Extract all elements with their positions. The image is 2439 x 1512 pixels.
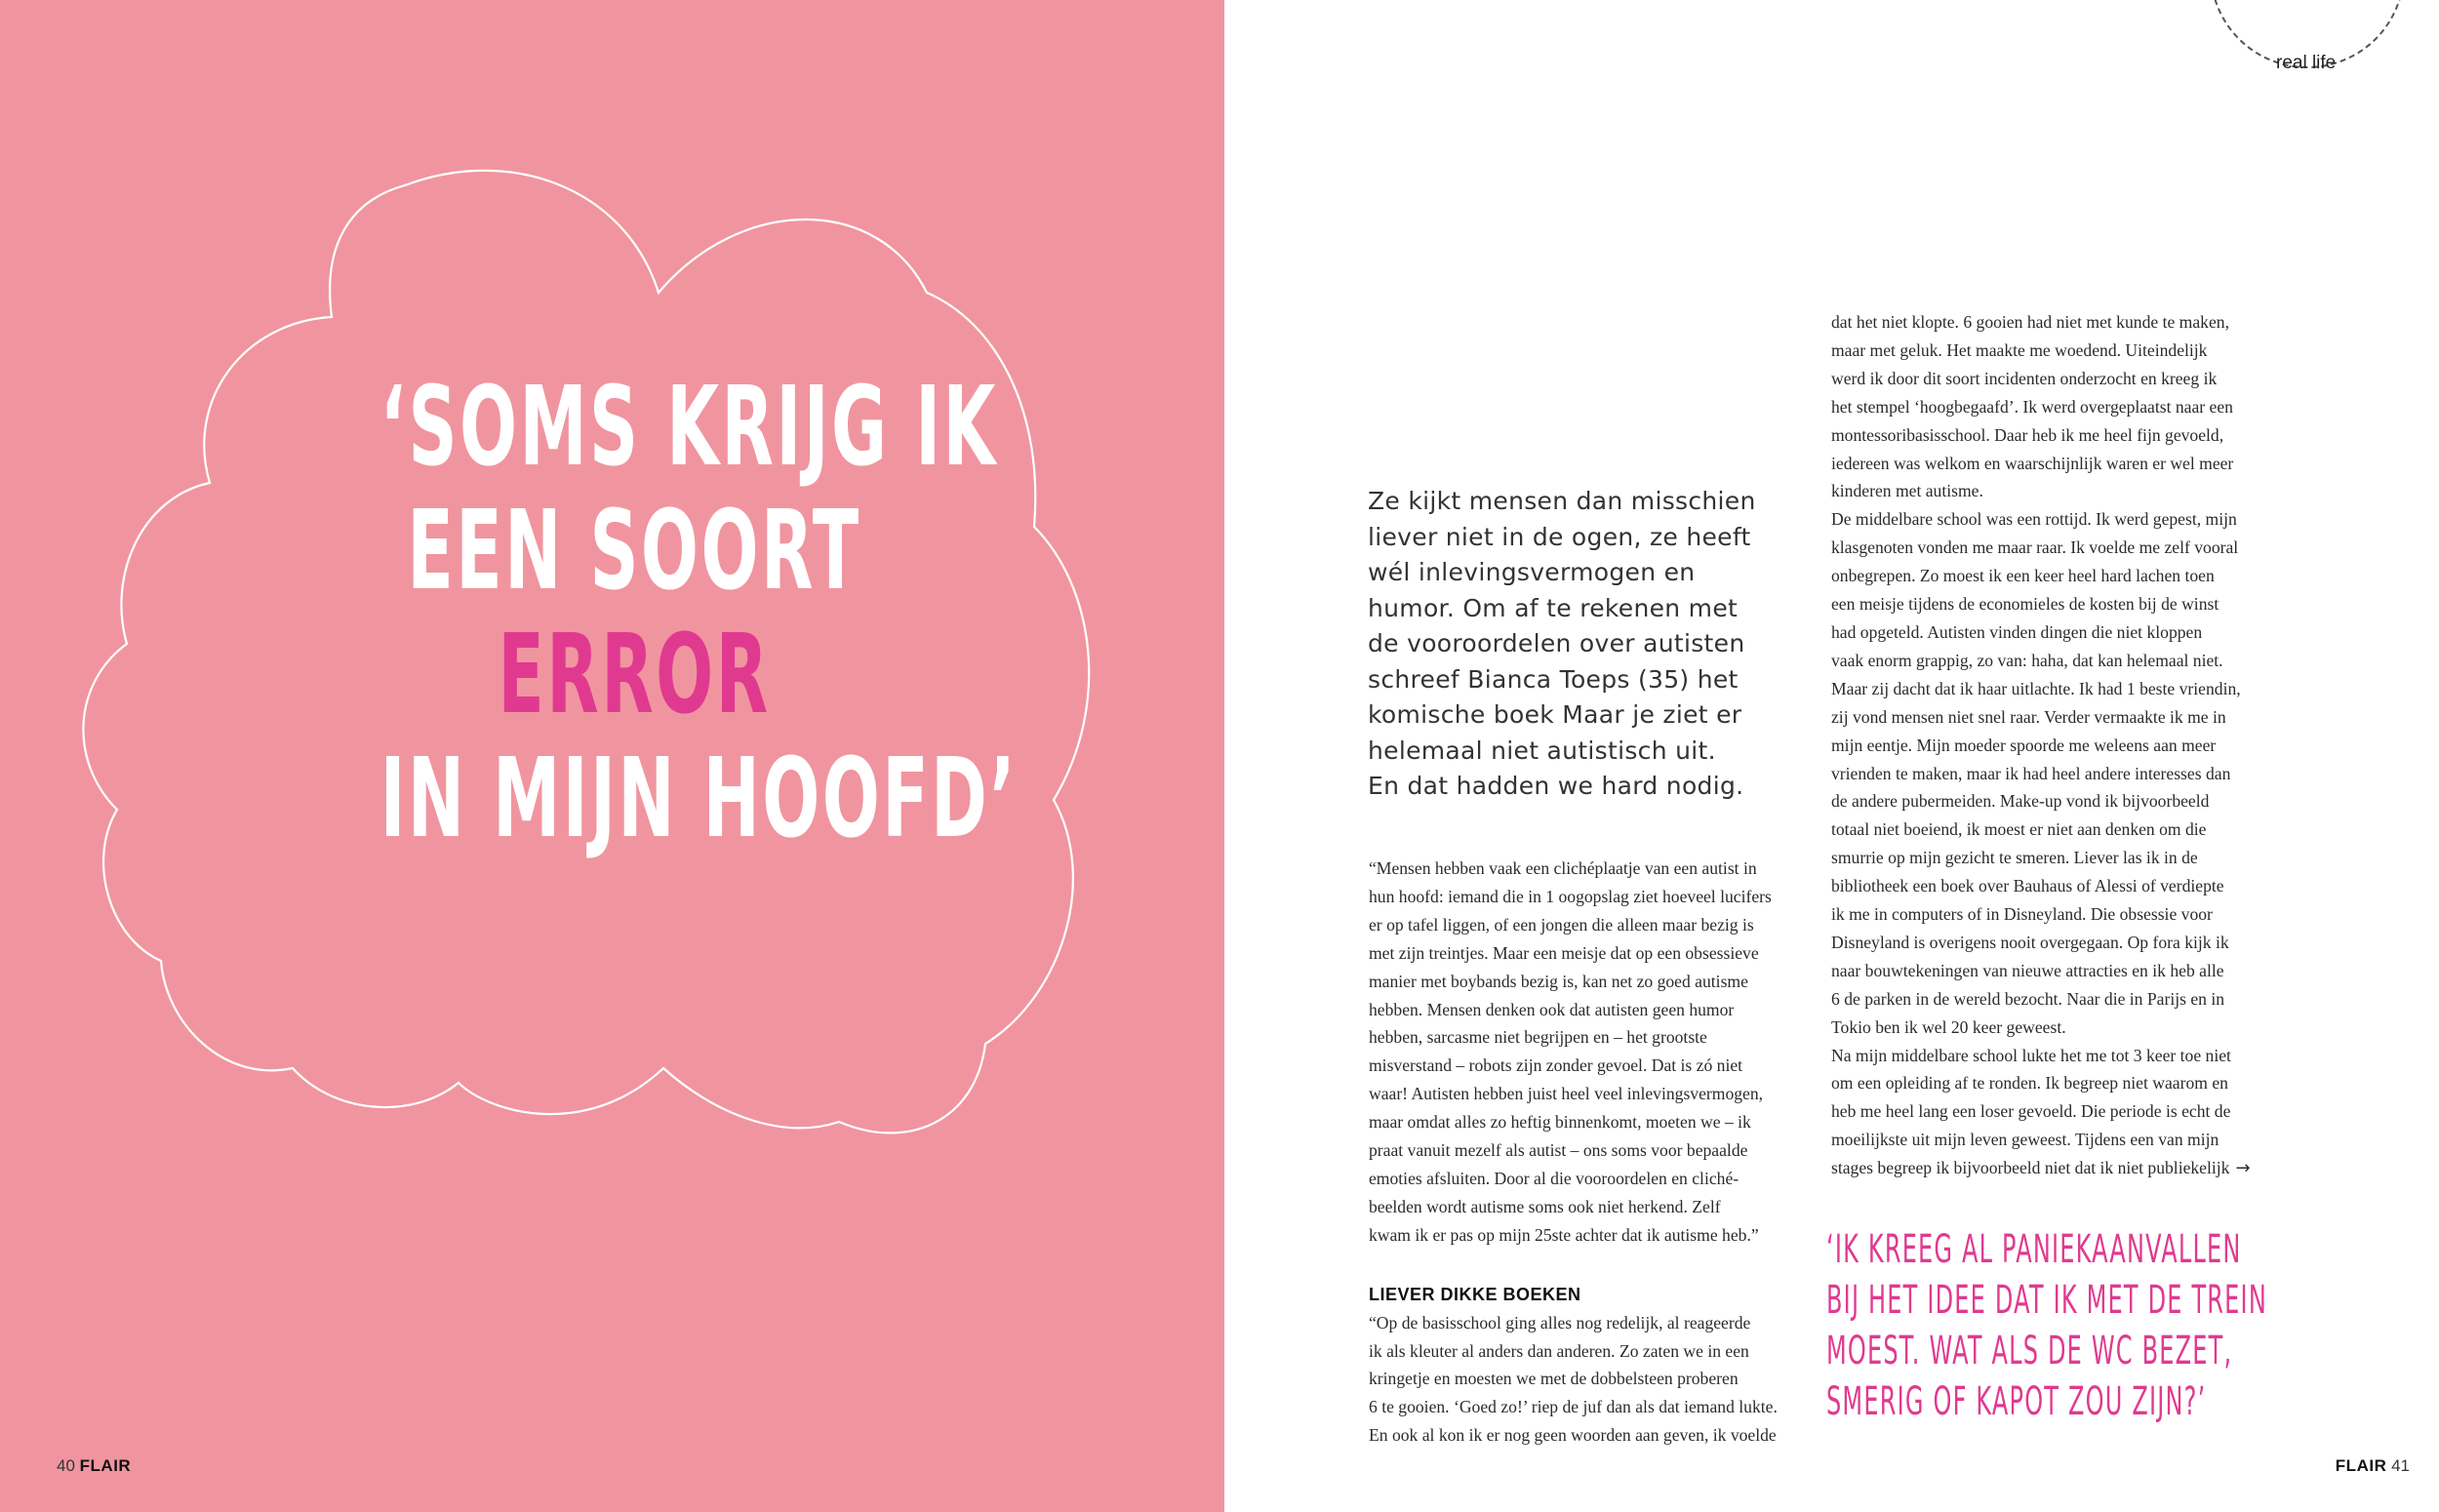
page-number-left: 40 xyxy=(57,1456,75,1475)
body-line: Na mijn middelbare school lukte het me tot 3 keer toe niet xyxy=(1831,1045,2231,1065)
body-line: totaal niet boeiend, ik moest er niet aan denken om die xyxy=(1831,819,2207,840)
body-line: 6 de parken in de wereld bezocht. Naar die in Parijs en in xyxy=(1831,988,2225,1009)
body-line: kinderen met autisme. xyxy=(1831,481,1983,501)
body-line: bibliotheek een boek over Bauhaus of Alessi of verdiepte xyxy=(1831,876,2224,896)
body-line: hebben. Mensen denken ook dat autisten geen humor xyxy=(1369,999,1735,1019)
intro-line: komische boek Maar je ziet er xyxy=(1368,700,1742,729)
body-line: Disneyland is overigens nooit overgegaan. Op fora kijk ik xyxy=(1831,932,2229,952)
page-number-right: 41 xyxy=(2391,1456,2410,1475)
body-line: misverstand – robots zijn zonder gevoel. Dat is zó niet xyxy=(1369,1055,1743,1076)
intro-line: helemaal niet autistisch uit. xyxy=(1368,736,1716,765)
body-line: zij vond mensen niet snel raar. Verder vermaakte ik me in xyxy=(1831,706,2226,727)
intro-paragraph xyxy=(1368,484,1778,805)
body-line: Tokio ben ik wel 20 keer geweest. xyxy=(1831,1016,2066,1037)
body-line: smurrie op mijn gezicht te smeren. Liever las ik in de xyxy=(1831,848,2198,868)
body-line: waar! Autisten hebben juist heel veel inlevingsvermogen, xyxy=(1369,1084,1764,1104)
intro-line: humor. Om af te rekenen met xyxy=(1368,593,1739,622)
brand-logo-right: FLAIR xyxy=(2335,1456,2387,1475)
body-line: montessoribasisschool. Daar heb ik me heel fijn gevoeld, xyxy=(1831,424,2224,445)
body-line: de andere pubermeiden. Make-up vond ik bijvoorbeeld xyxy=(1831,791,2210,812)
body-line: Maar zij dacht dat ik haar uitlachte. Ik had 1 beste vriendin, xyxy=(1831,678,2241,698)
body-line: En ook al kon ik er nog geen woorden aan geven, ik voelde xyxy=(1369,1425,1777,1446)
body-line: maar omdat alles zo heftig binnenkomt, moeten we – ik xyxy=(1369,1112,1751,1133)
body-line-text: stages begreep ik bijvoorbeeld niet dat ik niet publiekelijk xyxy=(1831,1158,2230,1178)
body-line: manier met boybands bezig is, kan net zo goed autisme xyxy=(1369,971,1748,991)
section-label: real life xyxy=(2276,53,2337,73)
intro-line: En dat hadden we hard nodig. xyxy=(1368,772,1744,800)
body-line-last xyxy=(1831,1154,2268,1183)
body-line: ik me in computers of in Disneyland. Die obsessie voor xyxy=(1831,904,2213,925)
pull-quote xyxy=(1826,1224,2267,1427)
body-line: kringetje en moesten we met de dobbelsteen proberen xyxy=(1369,1369,1739,1389)
body-line: werd ik door dit soort incidenten onderzocht en kreeg ik xyxy=(1831,368,2218,388)
body-line: had opgeteld. Autisten vinden dingen die niet kloppen xyxy=(1831,621,2203,642)
body-line: “Op de basisschool ging alles nog redelijk, al reageerde xyxy=(1369,1312,1751,1333)
body-line: iedereen was welkom en waarschijnlijk waren er wel meer xyxy=(1831,453,2234,473)
pull-quote-line: BIJ HET IDEE DAT IK MET DE TREIN xyxy=(1826,1278,2267,1323)
pull-quote-line: ‘IK KREEG AL PANIEKAANVALLEN xyxy=(1826,1227,2242,1272)
body-line: naar bouwtekeningen van nieuwe attracties en ik heb alle xyxy=(1831,960,2224,980)
body-line: vaak enorm grappig, zo van: haha, dat kan helemaal niet. xyxy=(1831,650,2223,670)
folio-left xyxy=(57,1456,131,1476)
headline-line-1: ‘SOMS KRIJG IK xyxy=(380,364,998,491)
headline-accent-word: ERROR xyxy=(498,612,771,738)
folio-right xyxy=(2336,1456,2410,1476)
body-line: emoties afsluiten. Door al die vooroordelen en cliché- xyxy=(1369,1168,1739,1188)
body-line: De middelbare school was een rottijd. Ik werd gepest, mijn xyxy=(1831,509,2237,530)
body-line: mijn eentje. Mijn moeder spoorde me weleens aan meer xyxy=(1831,735,2217,755)
body-line: beelden wordt autisme soms ook niet herkend. Zelf xyxy=(1369,1196,1721,1216)
body-line: het stempel ‘hoogbegaafd’. Ik werd overgeplaatst naar een xyxy=(1831,396,2233,417)
body-line: “Mensen hebben vaak een clichéplaatje van een autist in xyxy=(1369,858,1757,878)
body-line: 6 te gooien. ‘Goed zo!’ riep de juf dan als dat iemand lukte. xyxy=(1369,1397,1778,1417)
body-line: klasgenoten vonden me maar raar. Ik voelde me zelf vooral xyxy=(1831,537,2239,558)
body-column-1 xyxy=(1369,855,1803,1450)
body-line: een meisje tijdens de economieles de kosten bij de winst xyxy=(1831,594,2219,615)
headline-line-2: EEN SOORT xyxy=(407,488,861,615)
intro-line: wél inlevingsvermogen en xyxy=(1368,558,1696,586)
continue-arrow-icon: → xyxy=(2235,1158,2251,1179)
body-line: ik als kleuter al anders dan anderen. Zo zaten we in een xyxy=(1369,1340,1749,1361)
body-line: moeilijkste uit mijn leven geweest. Tijdens een van mijn xyxy=(1831,1130,2219,1150)
intro-line: schreef Bianca Toeps (35) het xyxy=(1368,664,1739,694)
brand-logo-left: FLAIR xyxy=(79,1456,132,1475)
body-line: heb me heel lang een loser gevoeld. Die periode is echt de xyxy=(1831,1101,2231,1122)
body-line: kwam ik er pas op mijn 25ste achter dat ik autisme heb.” xyxy=(1369,1224,1759,1245)
pull-quote-line: MOEST. WAT ALS DE WC BEZET, xyxy=(1826,1329,2233,1373)
body-column-2 xyxy=(1831,308,2268,1183)
intro-line: de vooroordelen over autisten xyxy=(1368,629,1745,657)
body-line: hun hoofd: iemand die in 1 oogopslag ziet hoeveel lucifers xyxy=(1369,886,1772,906)
body-line: dat het niet klopte. 6 gooien had niet met kunde te maken, xyxy=(1831,312,2229,332)
body-line: maar met geluk. Het maakte me woedend. Uiteindelijk xyxy=(1831,339,2208,360)
intro-line: Ze kijkt mensen dan misschien xyxy=(1368,487,1756,515)
body-line: vrienden te maken, maar ik had heel andere interesses dan xyxy=(1831,763,2231,783)
body-line: om een opleiding af te ronden. Ik begreep niet waarom en xyxy=(1831,1073,2228,1094)
subheading: LIEVER DIKKE BOEKEN xyxy=(1369,1284,1581,1304)
body-line: praat vanuit mezelf als autist – ons soms voor bepaalde xyxy=(1369,1140,1748,1161)
body-line: met zijn treintjes. Maar een meisje dat op een obsessieve xyxy=(1369,942,1759,963)
body-line: er op tafel liggen, of een jongen die alleen maar bezig is xyxy=(1369,914,1754,935)
pull-quote-line: SMERIG OF KAPOT ZOU ZIJN?’ xyxy=(1826,1379,2207,1424)
headline-line-4: IN MIJN HOOFD’ xyxy=(380,736,1019,862)
body-line: onbegrepen. Zo moest ik een keer heel hard lachen toen xyxy=(1831,566,2215,586)
intro-line: liever niet in de ogen, ze heeft xyxy=(1368,522,1751,551)
body-line: hebben, sarcasme niet begrijpen en – het grootste xyxy=(1369,1027,1707,1048)
headline xyxy=(380,364,1019,862)
